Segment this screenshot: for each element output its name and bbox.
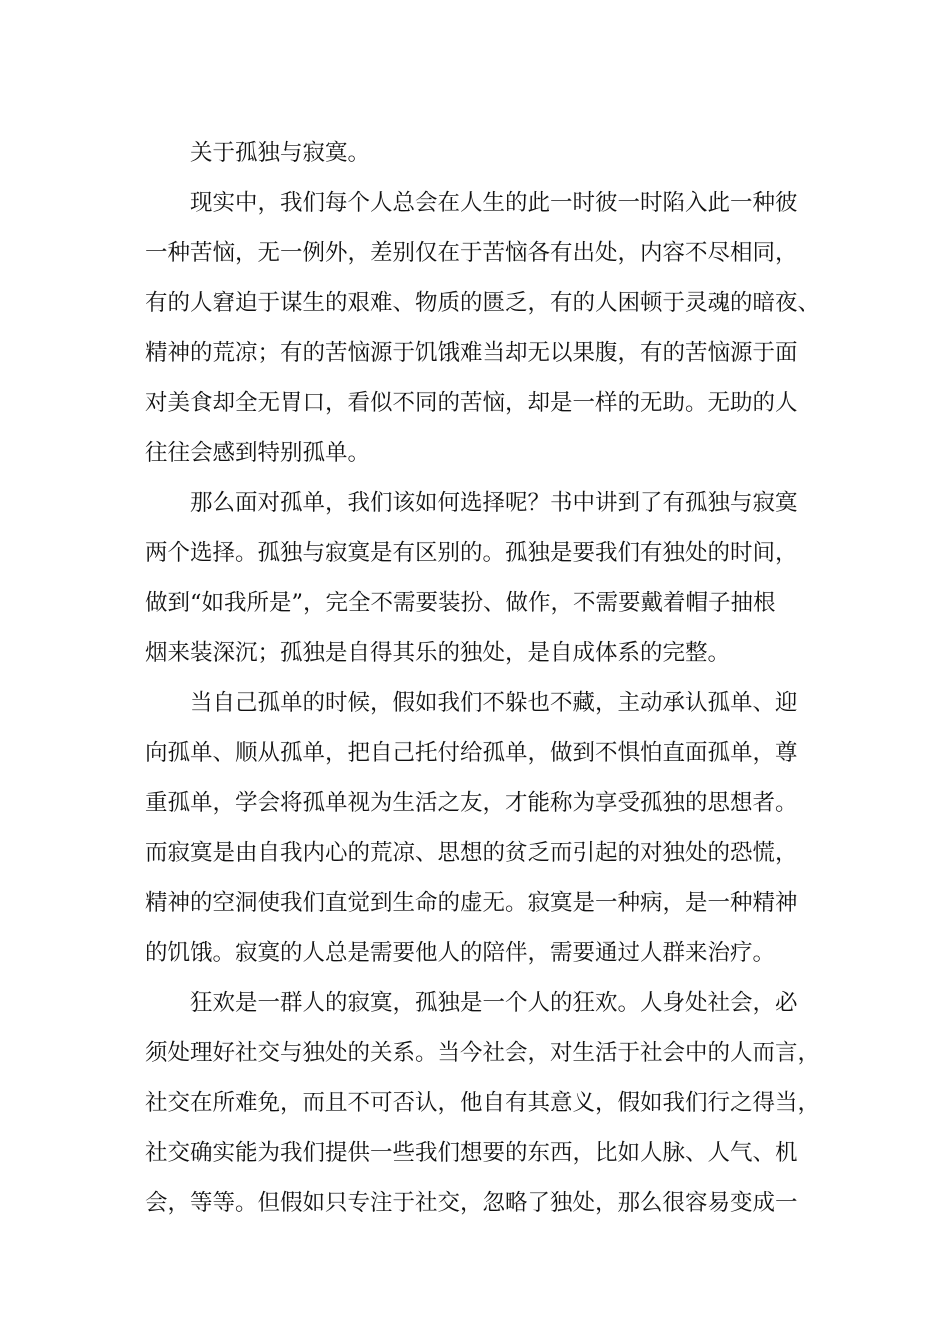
paragraph-line: 重孤单，学会将孤单视为生活之友，才能称为享受孤独的思想者。 [145, 790, 798, 816]
paragraph-line: 做到“如我所是”，完全不需要装扮、做作，不需要戴着帽子抽根 [145, 590, 776, 616]
paragraph-line: 有的人窘迫于谋生的艰难、物质的匮乏，有的人困顿于灵魂的暗夜、 [145, 290, 821, 316]
paragraph-line: 的饥饿。寂寞的人总是需要他人的陪伴，需要通过人群来治疗。 [145, 940, 776, 966]
paragraph-line: 对美食却全无胃口，看似不同的苦恼，却是一样的无助。无助的人 [145, 390, 798, 416]
paragraph-line: 两个选择。孤独与寂寞是有区别的。孤独是要我们有独处的时间， [145, 540, 798, 566]
paragraph-line: 往往会感到特别孤单。 [145, 440, 371, 466]
paragraph-line: 精神的荒凉；有的苦恼源于饥饿难当却无以果腹，有的苦恼源于面 [145, 340, 798, 366]
paragraph-line: 社交在所难免，而且不可否认，他自有其意义，假如我们行之得当， [145, 1090, 821, 1116]
paragraph-line: 当自己孤单的时候，假如我们不躲也不藏，主动承认孤单、迎 [190, 690, 798, 716]
paragraph-line: 社交确实能为我们提供一些我们想要的东西，比如人脉、人气、机 [145, 1140, 798, 1166]
paragraph-line: 会，等等。但假如只专注于社交，忽略了独处，那么很容易变成一 [145, 1190, 798, 1216]
paragraph-line: 一种苦恼，无一例外，差别仅在于苦恼各有出处，内容不尽相同， [145, 240, 798, 266]
paragraph-line: 那么面对孤单，我们该如何选择呢？书中讲到了有孤独与寂寞 [190, 490, 798, 516]
title-line: 关于孤独与寂寞。 [190, 140, 371, 166]
paragraph-line: 现实中，我们每个人总会在人生的此一时彼一时陷入此一种彼 [190, 190, 798, 216]
body-text [145, 128, 835, 1228]
paragraph-line: 向孤单、顺从孤单，把自己托付给孤单，做到不惧怕直面孤单，尊 [145, 740, 798, 766]
paragraph-line: 须处理好社交与独处的关系。当今社会，对生活于社会中的人而言， [145, 1040, 821, 1066]
paragraph-line: 狂欢是一群人的寂寞，孤独是一个人的狂欢。人身处社会，必 [190, 990, 798, 1016]
paragraph-line: 精神的空洞使我们直觉到生命的虚无。寂寞是一种病，是一种精神 [145, 890, 798, 916]
paragraph-line: 而寂寞是由自我内心的荒凉、思想的贫乏而引起的对独处的恐慌， [145, 840, 798, 866]
paragraph-line: 烟来装深沉；孤独是自得其乐的独处，是自成体系的完整。 [145, 640, 731, 666]
